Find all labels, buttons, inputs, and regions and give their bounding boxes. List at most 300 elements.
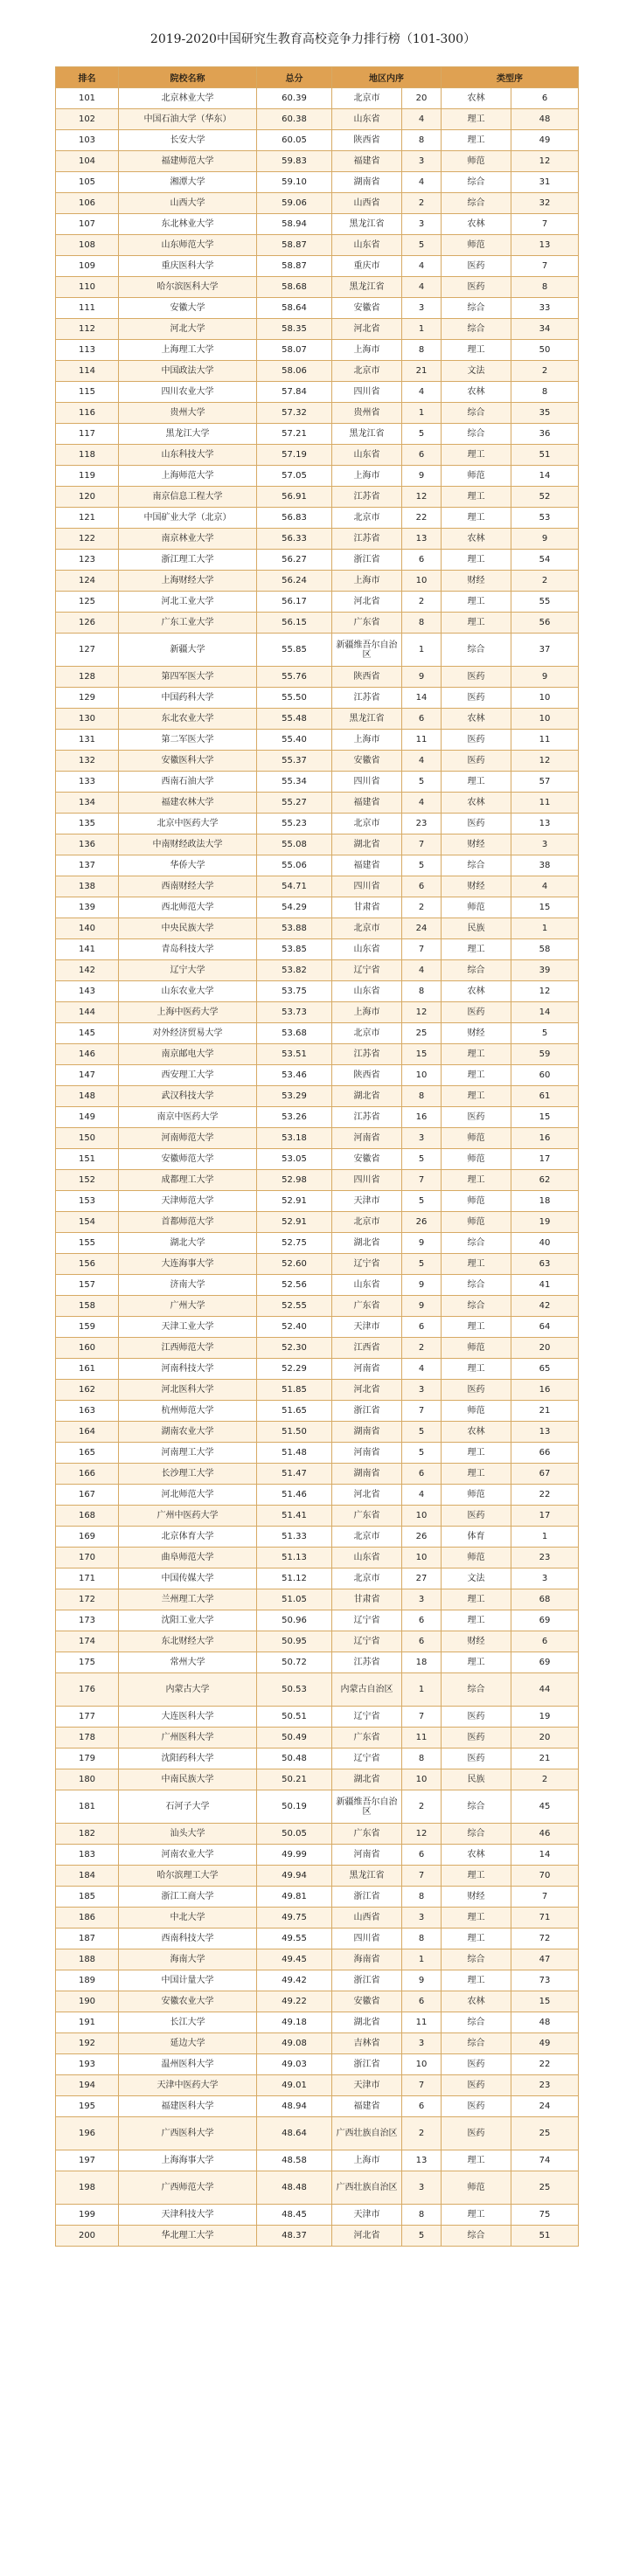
table-row — [56, 1748, 579, 1769]
cell-region-rank: 1 — [402, 319, 442, 340]
cell-score: 51.48 — [257, 1443, 332, 1464]
cell-region: 上海市 — [332, 340, 402, 361]
cell-rank: 137 — [56, 855, 119, 876]
table-row — [56, 1317, 579, 1338]
cell-type: 体育 — [442, 1527, 511, 1548]
cell-type: 理工 — [442, 772, 511, 793]
cell-region-rank: 5 — [402, 1422, 442, 1443]
table-row — [56, 361, 579, 382]
table-row — [56, 1673, 579, 1707]
cell-type: 综合 — [442, 424, 511, 445]
cell-type-rank: 18 — [511, 1191, 579, 1212]
cell-type-rank: 48 — [511, 2012, 579, 2033]
cell-school: 北京林业大学 — [119, 88, 257, 109]
cell-region-rank: 6 — [402, 1631, 442, 1652]
cell-type-rank: 45 — [511, 1790, 579, 1824]
cell-region: 北京市 — [332, 918, 402, 939]
cell-region-rank: 14 — [402, 688, 442, 709]
cell-score: 59.06 — [257, 193, 332, 214]
cell-region-rank: 3 — [402, 1908, 442, 1929]
cell-type: 理工 — [442, 1443, 511, 1464]
cell-type-rank: 69 — [511, 1652, 579, 1673]
table-row — [56, 550, 579, 571]
cell-rank: 162 — [56, 1380, 119, 1401]
cell-rank: 180 — [56, 1769, 119, 1790]
cell-type: 民族 — [442, 918, 511, 939]
cell-region: 北京市 — [332, 1212, 402, 1233]
table-row — [56, 1610, 579, 1631]
cell-score: 55.50 — [257, 688, 332, 709]
cell-region: 江西省 — [332, 1338, 402, 1359]
table-row — [56, 2171, 579, 2205]
cell-region: 河北省 — [332, 592, 402, 613]
table-row — [56, 814, 579, 834]
cell-region: 重庆市 — [332, 256, 402, 277]
cell-school: 广东工业大学 — [119, 613, 257, 634]
cell-score: 53.85 — [257, 939, 332, 960]
cell-rank: 101 — [56, 88, 119, 109]
cell-school: 江西师范大学 — [119, 1338, 257, 1359]
cell-school: 河南科技大学 — [119, 1359, 257, 1380]
cell-type-rank: 64 — [511, 1317, 579, 1338]
cell-school: 新疆大学 — [119, 634, 257, 667]
cell-region: 河南省 — [332, 1128, 402, 1149]
cell-region-rank: 7 — [402, 2075, 442, 2096]
cell-score: 53.05 — [257, 1149, 332, 1170]
cell-type: 理工 — [442, 550, 511, 571]
cell-score: 56.91 — [257, 487, 332, 508]
cell-type: 综合 — [442, 960, 511, 981]
cell-region-rank: 18 — [402, 1652, 442, 1673]
cell-score: 53.46 — [257, 1065, 332, 1086]
cell-region-rank: 6 — [402, 1991, 442, 2012]
cell-score: 53.26 — [257, 1107, 332, 1128]
cell-region-rank: 13 — [402, 2150, 442, 2171]
cell-type-rank: 14 — [511, 466, 579, 487]
cell-type: 理工 — [442, 1359, 511, 1380]
cell-rank: 136 — [56, 834, 119, 855]
cell-type-rank: 17 — [511, 1149, 579, 1170]
cell-score: 59.83 — [257, 151, 332, 172]
cell-school: 西安理工大学 — [119, 1065, 257, 1086]
cell-score: 50.96 — [257, 1610, 332, 1631]
cell-score: 51.47 — [257, 1464, 332, 1485]
cell-type-rank: 1 — [511, 918, 579, 939]
cell-region: 山东省 — [332, 981, 402, 1002]
cell-school: 南京邮电大学 — [119, 1044, 257, 1065]
cell-type: 理工 — [442, 939, 511, 960]
cell-score: 52.91 — [257, 1191, 332, 1212]
table-row — [56, 876, 579, 897]
cell-rank: 142 — [56, 960, 119, 981]
cell-school: 广西医科大学 — [119, 2117, 257, 2150]
cell-rank: 151 — [56, 1149, 119, 1170]
cell-region-rank: 10 — [402, 1769, 442, 1790]
cell-region-rank: 20 — [402, 88, 442, 109]
cell-score: 58.64 — [257, 298, 332, 319]
cell-region: 河北省 — [332, 1380, 402, 1401]
cell-type: 医药 — [442, 1380, 511, 1401]
cell-type-rank: 65 — [511, 1359, 579, 1380]
cell-type-rank: 19 — [511, 1212, 579, 1233]
cell-type: 理工 — [442, 1866, 511, 1887]
cell-score: 49.08 — [257, 2033, 332, 2054]
cell-score: 49.03 — [257, 2054, 332, 2075]
cell-region-rank: 10 — [402, 1065, 442, 1086]
cell-rank: 125 — [56, 592, 119, 613]
cell-region-rank: 13 — [402, 529, 442, 550]
cell-type-rank: 25 — [511, 2171, 579, 2205]
table-row — [56, 424, 579, 445]
cell-type-rank: 48 — [511, 109, 579, 130]
cell-score: 49.81 — [257, 1887, 332, 1908]
cell-region-rank: 3 — [402, 2033, 442, 2054]
cell-region: 江苏省 — [332, 1044, 402, 1065]
cell-region: 山西省 — [332, 193, 402, 214]
cell-region: 陕西省 — [332, 667, 402, 688]
table-row — [56, 1506, 579, 1527]
cell-type-rank: 25 — [511, 2117, 579, 2150]
cell-score: 53.29 — [257, 1086, 332, 1107]
cell-type-rank: 13 — [511, 814, 579, 834]
cell-type-rank: 9 — [511, 529, 579, 550]
cell-region: 河北省 — [332, 319, 402, 340]
cell-type-rank: 11 — [511, 730, 579, 751]
cell-region-rank: 5 — [402, 2226, 442, 2247]
cell-region-rank: 26 — [402, 1212, 442, 1233]
cell-region: 安徽省 — [332, 751, 402, 772]
cell-region: 湖南省 — [332, 1464, 402, 1485]
cell-region-rank: 6 — [402, 1845, 442, 1866]
cell-rank: 103 — [56, 130, 119, 151]
table-row — [56, 529, 579, 550]
cell-rank: 154 — [56, 1212, 119, 1233]
cell-region: 黑龙江省 — [332, 709, 402, 730]
cell-school: 福建农林大学 — [119, 793, 257, 814]
cell-school: 中国传媒大学 — [119, 1568, 257, 1589]
cell-rank: 195 — [56, 2096, 119, 2117]
cell-score: 48.45 — [257, 2205, 332, 2226]
cell-score: 55.37 — [257, 751, 332, 772]
header-rank: 排名 — [56, 67, 119, 88]
table-row — [56, 1170, 579, 1191]
cell-type: 医药 — [442, 277, 511, 298]
cell-type: 理工 — [442, 2150, 511, 2171]
cell-score: 55.34 — [257, 772, 332, 793]
cell-region: 山东省 — [332, 939, 402, 960]
cell-region-rank: 1 — [402, 1673, 442, 1707]
cell-school: 内蒙古大学 — [119, 1673, 257, 1707]
cell-region-rank: 8 — [402, 1929, 442, 1949]
table-row — [56, 751, 579, 772]
table-row — [56, 2012, 579, 2033]
cell-rank: 190 — [56, 1991, 119, 2012]
cell-type-rank: 15 — [511, 1991, 579, 2012]
cell-type: 理工 — [442, 1589, 511, 1610]
cell-region-rank: 4 — [402, 172, 442, 193]
cell-score: 53.18 — [257, 1128, 332, 1149]
cell-region-rank: 5 — [402, 235, 442, 256]
cell-region-rank: 1 — [402, 1949, 442, 1970]
cell-region-rank: 2 — [402, 1338, 442, 1359]
cell-school: 中国石油大学（华东） — [119, 109, 257, 130]
table-row — [56, 667, 579, 688]
cell-rank: 129 — [56, 688, 119, 709]
cell-score: 55.06 — [257, 855, 332, 876]
cell-rank: 131 — [56, 730, 119, 751]
cell-school: 石河子大学 — [119, 1790, 257, 1824]
cell-type-rank: 32 — [511, 193, 579, 214]
cell-score: 60.39 — [257, 88, 332, 109]
cell-school: 安徽农业大学 — [119, 1991, 257, 2012]
cell-region-rank: 5 — [402, 855, 442, 876]
cell-score: 52.40 — [257, 1317, 332, 1338]
cell-rank: 111 — [56, 298, 119, 319]
table-row — [56, 1707, 579, 1728]
cell-score: 49.45 — [257, 1949, 332, 1970]
cell-score: 48.64 — [257, 2117, 332, 2150]
cell-type-rank: 39 — [511, 960, 579, 981]
cell-rank: 187 — [56, 1929, 119, 1949]
cell-region: 甘肃省 — [332, 897, 402, 918]
cell-type: 文法 — [442, 361, 511, 382]
cell-type: 理工 — [442, 1610, 511, 1631]
cell-school: 河南师范大学 — [119, 1128, 257, 1149]
cell-score: 55.23 — [257, 814, 332, 834]
cell-region: 贵州省 — [332, 403, 402, 424]
cell-type: 财经 — [442, 1023, 511, 1044]
cell-type-rank: 44 — [511, 1673, 579, 1707]
table-row — [56, 1464, 579, 1485]
table-row — [56, 466, 579, 487]
cell-type-rank: 31 — [511, 172, 579, 193]
cell-type-rank: 20 — [511, 1338, 579, 1359]
cell-score: 50.49 — [257, 1728, 332, 1748]
cell-region: 北京市 — [332, 361, 402, 382]
cell-region: 四川省 — [332, 1929, 402, 1949]
cell-region-rank: 8 — [402, 1887, 442, 1908]
cell-region: 黑龙江省 — [332, 1866, 402, 1887]
cell-rank: 126 — [56, 613, 119, 634]
table-row — [56, 1991, 579, 2012]
cell-type: 财经 — [442, 834, 511, 855]
table-row — [56, 1401, 579, 1422]
cell-type: 综合 — [442, 634, 511, 667]
cell-region: 天津市 — [332, 1191, 402, 1212]
cell-type-rank: 12 — [511, 751, 579, 772]
cell-region: 陕西省 — [332, 130, 402, 151]
table-row — [56, 1212, 579, 1233]
header-score: 总分 — [257, 67, 332, 88]
cell-type: 医药 — [442, 1728, 511, 1748]
cell-type: 理工 — [442, 592, 511, 613]
cell-type-rank: 9 — [511, 667, 579, 688]
cell-rank: 148 — [56, 1086, 119, 1107]
cell-type: 师范 — [442, 2171, 511, 2205]
cell-region-rank: 9 — [402, 1970, 442, 1991]
cell-region-rank: 5 — [402, 772, 442, 793]
cell-type-rank: 47 — [511, 1949, 579, 1970]
cell-rank: 192 — [56, 2033, 119, 2054]
cell-rank: 173 — [56, 1610, 119, 1631]
cell-type: 农林 — [442, 709, 511, 730]
cell-school: 河南理工大学 — [119, 1443, 257, 1464]
cell-region: 安徽省 — [332, 1991, 402, 2012]
cell-school: 天津师范大学 — [119, 1191, 257, 1212]
cell-school: 安徽师范大学 — [119, 1149, 257, 1170]
cell-rank: 106 — [56, 193, 119, 214]
cell-region-rank: 2 — [402, 193, 442, 214]
cell-region: 江苏省 — [332, 1652, 402, 1673]
cell-score: 55.48 — [257, 709, 332, 730]
cell-score: 57.32 — [257, 403, 332, 424]
cell-rank: 199 — [56, 2205, 119, 2226]
cell-type-rank: 51 — [511, 445, 579, 466]
table-row — [56, 1380, 579, 1401]
cell-type: 师范 — [442, 1485, 511, 1506]
cell-type-rank: 54 — [511, 550, 579, 571]
cell-rank: 176 — [56, 1673, 119, 1707]
cell-rank: 116 — [56, 403, 119, 424]
cell-school: 对外经济贸易大学 — [119, 1023, 257, 1044]
cell-region: 山西省 — [332, 1908, 402, 1929]
cell-school: 广州中医药大学 — [119, 1506, 257, 1527]
cell-rank: 198 — [56, 2171, 119, 2205]
cell-school: 天津科技大学 — [119, 2205, 257, 2226]
cell-region: 江苏省 — [332, 688, 402, 709]
cell-type-rank: 3 — [511, 834, 579, 855]
cell-rank: 200 — [56, 2226, 119, 2247]
cell-school: 广州医科大学 — [119, 1728, 257, 1748]
cell-school: 浙江理工大学 — [119, 550, 257, 571]
cell-region-rank: 7 — [402, 1170, 442, 1191]
cell-type: 医药 — [442, 2054, 511, 2075]
table-header-row — [56, 67, 579, 88]
cell-type-rank: 13 — [511, 1422, 579, 1443]
cell-rank: 138 — [56, 876, 119, 897]
cell-type: 综合 — [442, 403, 511, 424]
cell-rank: 159 — [56, 1317, 119, 1338]
table-row — [56, 897, 579, 918]
cell-region-rank: 5 — [402, 1443, 442, 1464]
cell-school: 四川农业大学 — [119, 382, 257, 403]
cell-score: 53.75 — [257, 981, 332, 1002]
cell-rank: 155 — [56, 1233, 119, 1254]
cell-type-rank: 49 — [511, 2033, 579, 2054]
cell-region-rank: 3 — [402, 214, 442, 235]
cell-school: 西南财经大学 — [119, 876, 257, 897]
table-row — [56, 1887, 579, 1908]
table-row — [56, 634, 579, 667]
cell-type: 师范 — [442, 151, 511, 172]
table-row — [56, 1044, 579, 1065]
cell-region: 山东省 — [332, 109, 402, 130]
cell-region: 吉林省 — [332, 2033, 402, 2054]
cell-type: 农林 — [442, 88, 511, 109]
cell-school: 西北师范大学 — [119, 897, 257, 918]
cell-score: 58.35 — [257, 319, 332, 340]
cell-type-rank: 14 — [511, 1845, 579, 1866]
table-row — [56, 1728, 579, 1748]
cell-school: 上海财经大学 — [119, 571, 257, 592]
cell-type-rank: 51 — [511, 2226, 579, 2247]
table-row — [56, 1908, 579, 1929]
cell-rank: 188 — [56, 1949, 119, 1970]
table-row — [56, 1128, 579, 1149]
table-row — [56, 939, 579, 960]
cell-rank: 104 — [56, 151, 119, 172]
cell-rank: 185 — [56, 1887, 119, 1908]
cell-type-rank: 7 — [511, 256, 579, 277]
cell-type-rank: 1 — [511, 1527, 579, 1548]
cell-school: 东北农业大学 — [119, 709, 257, 730]
cell-region-rank: 4 — [402, 751, 442, 772]
table-row — [56, 981, 579, 1002]
cell-school: 河北大学 — [119, 319, 257, 340]
cell-type-rank: 3 — [511, 1568, 579, 1589]
cell-region-rank: 3 — [402, 1128, 442, 1149]
cell-region-rank: 2 — [402, 2117, 442, 2150]
cell-rank: 123 — [56, 550, 119, 571]
cell-region-rank: 4 — [402, 382, 442, 403]
cell-school: 湘潭大学 — [119, 172, 257, 193]
table-row — [56, 508, 579, 529]
cell-type-rank: 53 — [511, 508, 579, 529]
table-row — [56, 382, 579, 403]
table-row — [56, 688, 579, 709]
cell-type: 师范 — [442, 1149, 511, 1170]
cell-rank: 122 — [56, 529, 119, 550]
table-row — [56, 772, 579, 793]
table-row — [56, 487, 579, 508]
cell-region-rank: 7 — [402, 1707, 442, 1728]
cell-score: 51.85 — [257, 1380, 332, 1401]
cell-region-rank: 8 — [402, 340, 442, 361]
cell-score: 52.75 — [257, 1233, 332, 1254]
cell-region-rank: 5 — [402, 424, 442, 445]
cell-region-rank: 3 — [402, 298, 442, 319]
cell-type-rank: 10 — [511, 688, 579, 709]
cell-type: 文法 — [442, 1568, 511, 1589]
cell-school: 大连海事大学 — [119, 1254, 257, 1275]
cell-type: 理工 — [442, 1044, 511, 1065]
cell-rank: 102 — [56, 109, 119, 130]
cell-region-rank: 3 — [402, 151, 442, 172]
cell-region: 福建省 — [332, 151, 402, 172]
cell-school: 上海中医药大学 — [119, 1002, 257, 1023]
cell-type-rank: 71 — [511, 1908, 579, 1929]
cell-rank: 158 — [56, 1296, 119, 1317]
cell-score: 60.38 — [257, 109, 332, 130]
cell-type-rank: 2 — [511, 1769, 579, 1790]
cell-score: 57.84 — [257, 382, 332, 403]
cell-rank: 147 — [56, 1065, 119, 1086]
cell-region-rank: 6 — [402, 1610, 442, 1631]
cell-type: 理工 — [442, 487, 511, 508]
cell-rank: 117 — [56, 424, 119, 445]
cell-type-rank: 52 — [511, 487, 579, 508]
cell-type-rank: 70 — [511, 1866, 579, 1887]
cell-rank: 152 — [56, 1170, 119, 1191]
cell-region: 山东省 — [332, 235, 402, 256]
cell-rank: 153 — [56, 1191, 119, 1212]
cell-rank: 194 — [56, 2075, 119, 2096]
cell-type: 综合 — [442, 298, 511, 319]
table-row — [56, 571, 579, 592]
cell-region: 湖南省 — [332, 1422, 402, 1443]
cell-rank: 140 — [56, 918, 119, 939]
cell-type: 师范 — [442, 1338, 511, 1359]
